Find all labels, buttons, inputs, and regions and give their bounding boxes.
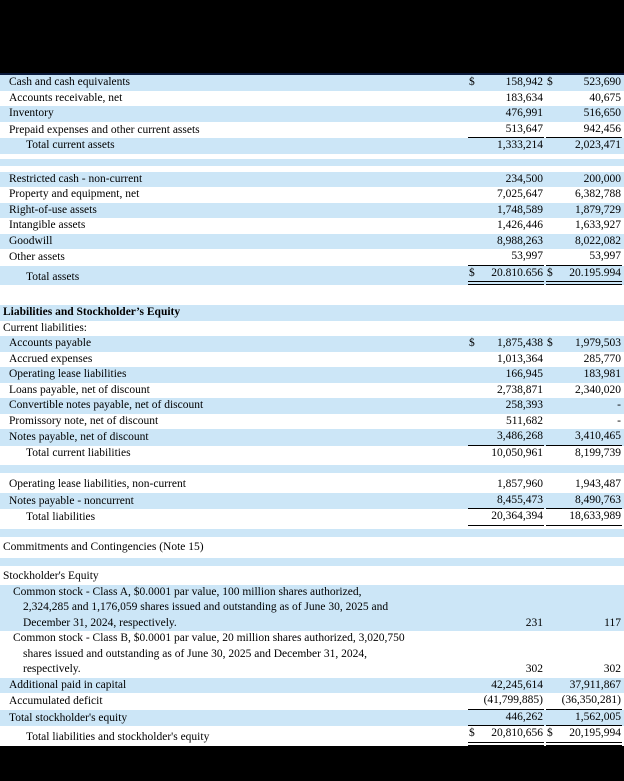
value-cell-col1 <box>468 693 544 710</box>
value-text: 476,991 <box>505 107 543 119</box>
table-row <box>0 414 624 430</box>
value-text: 40,675 <box>589 91 621 104</box>
value-text: 1,879,729 <box>575 203 621 216</box>
table-row <box>0 75 624 91</box>
row-label: Other assets <box>9 251 65 263</box>
value-cell-col1 <box>468 398 544 414</box>
value-cell-col2 <box>546 398 622 414</box>
value-text: 117 <box>604 616 621 629</box>
value-text: 2,738,871 <box>497 383 543 396</box>
value-text: 8,490,763 <box>575 493 621 506</box>
balance-sheet-table <box>0 73 624 746</box>
value-text: 523,690 <box>583 76 621 88</box>
row-label: Inventory <box>9 107 54 119</box>
table-row <box>0 234 624 250</box>
value-cell-col1 <box>468 678 544 694</box>
value-text: 8,455,473 <box>497 493 543 506</box>
value-cell-col2 <box>546 91 622 107</box>
row-label: Accounts payable <box>9 337 92 349</box>
value-cell-col2 <box>546 693 622 710</box>
value-cell-col2 <box>546 106 622 122</box>
value-text: 166,945 <box>505 368 543 380</box>
value-cell-col2 <box>546 122 622 139</box>
row-label: Property and equipment, net <box>9 188 140 200</box>
dollar-sign: $ <box>547 76 553 88</box>
row-label: Cash and cash equivalents <box>9 76 131 88</box>
value-text: 511,682 <box>506 414 543 427</box>
row-label: Commitments and Contingencies (Note 15) <box>3 540 204 553</box>
value-text: 302 <box>603 663 621 675</box>
table-row <box>0 249 624 266</box>
value-cell-col1 <box>468 122 544 139</box>
row-label: Notes payable - noncurrent <box>9 494 134 507</box>
value-text: 258,393 <box>505 399 543 411</box>
table-row <box>0 509 624 526</box>
value-text: 7,025,647 <box>497 188 543 200</box>
row-label: Total current liabilities <box>26 446 131 459</box>
value-cell-col2 <box>546 336 622 352</box>
value-cell-col1 <box>468 414 544 430</box>
value-text: 6,382,788 <box>575 188 621 200</box>
row-label: Current liabilities: <box>3 321 87 334</box>
value-text: 1,979,503 <box>575 337 621 349</box>
value-cell-col1 <box>468 429 544 446</box>
value-text: 20.810.656 <box>491 266 543 279</box>
table-row <box>0 172 624 188</box>
table-row <box>0 138 624 154</box>
value-text: 3,486,268 <box>497 430 543 442</box>
dollar-sign: $ <box>469 266 475 279</box>
spacer-row <box>0 558 624 566</box>
table-row <box>0 569 624 585</box>
value-cell-col1 <box>468 234 544 250</box>
value-text: 1,633,927 <box>575 219 621 231</box>
value-cell-col1 <box>468 352 544 368</box>
row-label: Intangible assets <box>9 219 86 231</box>
value-cell-col2 <box>546 266 622 286</box>
row-label <box>0 631 466 678</box>
row-label: Total current assets <box>26 139 115 151</box>
table-row <box>0 218 624 234</box>
value-cell-col2 <box>546 662 622 678</box>
value-cell-col2 <box>546 352 622 368</box>
value-cell-col1 <box>468 172 544 188</box>
dollar-sign: $ <box>547 266 553 279</box>
value-text: 1,562,005 <box>575 710 621 723</box>
table-row <box>0 446 624 462</box>
table-row <box>0 266 624 286</box>
spacer-row <box>0 159 624 166</box>
value-text: 1,013,364 <box>497 352 543 365</box>
value-text: 20,195,994 <box>569 727 621 739</box>
value-text: 200,000 <box>583 172 621 185</box>
value-cell-col2 <box>546 75 622 91</box>
value-text: 1,748,589 <box>497 203 543 216</box>
table-row <box>0 203 624 219</box>
value-text: 20,364,394 <box>491 510 543 522</box>
value-cell-col1 <box>468 710 544 727</box>
table-row <box>0 493 624 510</box>
value-cell-col2 <box>546 218 622 234</box>
value-cell-col1 <box>468 477 544 493</box>
value-cell-col2 <box>546 726 622 746</box>
value-cell-col1 <box>468 493 544 510</box>
row-label-line: December 31, 2024, respectively. <box>23 616 177 629</box>
row-label: Notes payable, net of discount <box>9 431 149 443</box>
table-row <box>0 305 624 321</box>
value-text: 53,997 <box>511 250 543 262</box>
value-cell-col2 <box>546 203 622 219</box>
row-label: Additional paid in capital <box>9 678 127 691</box>
value-text: 8,022,082 <box>575 234 621 247</box>
value-text: 513,647 <box>505 122 543 135</box>
spacer-row <box>0 465 624 473</box>
value-cell-col1 <box>468 203 544 219</box>
dollar-sign: $ <box>547 337 553 349</box>
value-text: 1,943,487 <box>575 478 621 490</box>
table-row <box>0 187 624 203</box>
row-label: Operating lease liabilities, non-current <box>9 478 186 490</box>
value-text: 158,942 <box>505 76 543 88</box>
value-text: (41,799,885) <box>483 694 543 706</box>
value-cell-col1 <box>468 367 544 383</box>
value-text: 53,997 <box>589 250 621 262</box>
value-cell-col2 <box>546 678 622 694</box>
table-row <box>0 367 624 383</box>
value-cell-col1 <box>468 138 544 154</box>
value-text: 8,199,739 <box>575 446 621 459</box>
row-label: Loans payable, net of discount <box>9 383 150 396</box>
bottom-redaction-band <box>0 746 624 781</box>
dollar-sign: $ <box>469 76 475 88</box>
value-text: 446,262 <box>505 710 543 723</box>
value-text: 2,023,471 <box>575 139 621 151</box>
row-label-line: Common stock - Class A, $0.0001 par value, 100 million shares authorized, <box>13 585 362 598</box>
value-cell-col2 <box>546 429 622 446</box>
value-cell-col2 <box>546 710 622 727</box>
row-label: Prepaid expenses and other current assets <box>9 123 200 136</box>
table-row <box>0 710 624 727</box>
value-text: 1,875,438 <box>497 337 543 349</box>
value-text: 1,426,446 <box>497 219 543 231</box>
table-row <box>0 429 624 446</box>
value-cell-col2 <box>546 477 622 493</box>
value-cell-col1 <box>468 91 544 107</box>
row-label-line: 2,324,285 and 1,176,059 shares issued and outstanding as of June 30, 2025 and <box>23 601 389 613</box>
value-text: 231 <box>525 616 543 629</box>
spacer-row <box>0 285 624 305</box>
value-cell-col1 <box>468 266 544 286</box>
table-row <box>0 631 624 678</box>
value-cell-col2 <box>546 138 622 154</box>
row-label <box>0 585 466 632</box>
value-cell-col2 <box>546 446 622 462</box>
value-cell-col1 <box>468 336 544 352</box>
spacer-row <box>0 529 624 537</box>
value-text: (36,350,281) <box>561 694 621 706</box>
value-cell-col1 <box>468 75 544 91</box>
value-text: 183,981 <box>583 368 621 380</box>
value-text: 20,810,656 <box>491 727 543 739</box>
value-cell-col2 <box>546 383 622 399</box>
value-text: 234,500 <box>505 172 543 185</box>
row-label: Goodwill <box>9 234 53 247</box>
value-cell-col2 <box>546 509 622 526</box>
row-label: Accounts receivable, net <box>9 91 123 104</box>
value-cell-col1 <box>468 616 544 632</box>
value-cell-col2 <box>546 493 622 510</box>
table-row <box>0 383 624 399</box>
table-row <box>0 585 624 632</box>
row-label-line: Common stock - Class B, $0.0001 par value, 20 million shares authorized, 3,020,750 <box>13 632 405 644</box>
table-row <box>0 540 624 556</box>
value-cell-col2 <box>546 367 622 383</box>
value-cell-col1 <box>468 509 544 526</box>
value-cell-col1 <box>468 218 544 234</box>
row-label-line: shares issued and outstanding as of June 30, 2025 and December 31, 2024, <box>23 647 367 660</box>
value-text: 37,911,867 <box>569 678 621 691</box>
value-cell-col1 <box>468 446 544 462</box>
value-cell-col2 <box>546 249 622 266</box>
table-row <box>0 693 624 710</box>
row-label: Total stockholder's equity <box>9 711 128 724</box>
value-cell-col2 <box>546 616 622 632</box>
value-cell-col1 <box>468 106 544 122</box>
value-cell-col1 <box>468 383 544 399</box>
dollar-sign: $ <box>469 337 475 349</box>
table-row <box>0 678 624 694</box>
value-text: 302 <box>525 663 543 675</box>
value-cell-col1 <box>468 662 544 678</box>
row-label-line: respectively. <box>23 663 81 675</box>
table-row <box>0 122 624 139</box>
value-cell-col1 <box>468 249 544 266</box>
table-row <box>0 477 624 493</box>
table-row <box>0 91 624 107</box>
table-row <box>0 321 624 337</box>
value-text: 516,650 <box>583 107 621 119</box>
row-label: Total liabilities and stockholder's equity <box>26 731 210 743</box>
table-row <box>0 398 624 414</box>
table-row <box>0 336 624 352</box>
value-cell-col1 <box>468 187 544 203</box>
value-cell-col2 <box>546 187 622 203</box>
table-row <box>0 106 624 122</box>
value-text: - <box>617 399 621 411</box>
row-label: Operating lease liabilities <box>9 368 127 380</box>
value-text: 3,410,465 <box>575 430 621 442</box>
value-cell-col1 <box>468 726 544 746</box>
top-redaction-band <box>0 0 624 73</box>
row-label: Restricted cash - non-current <box>9 172 143 185</box>
row-label: Liabilities and Stockholder’s Equity <box>3 306 181 318</box>
row-label: Total liabilities <box>26 511 96 523</box>
row-label: Accrued expenses <box>9 352 93 365</box>
value-text: 10,050,961 <box>491 446 543 459</box>
table-row <box>0 352 624 368</box>
row-label: Accumulated deficit <box>9 695 103 707</box>
row-label: Total assets <box>26 270 80 283</box>
dollar-sign: $ <box>469 727 475 739</box>
row-label: Stockholder's Equity <box>3 570 99 582</box>
dollar-sign: $ <box>547 727 553 739</box>
row-label: Right-of-use assets <box>9 203 97 216</box>
value-text: 18,633,989 <box>569 510 621 522</box>
row-label: Promissory note, net of discount <box>9 414 159 427</box>
table-row <box>0 726 624 746</box>
value-cell-col2 <box>546 234 622 250</box>
value-cell-col2 <box>546 414 622 430</box>
value-text: 1,333,214 <box>497 139 543 151</box>
value-text: 183,634 <box>505 91 543 104</box>
value-text: 8,988,263 <box>497 234 543 247</box>
value-text: 20.195.994 <box>569 266 621 279</box>
row-label: Convertible notes payable, net of discount <box>9 399 204 411</box>
value-text: 285,770 <box>583 352 621 365</box>
value-cell-col2 <box>546 172 622 188</box>
value-text: 1,857,960 <box>497 478 543 490</box>
value-text: - <box>617 414 621 427</box>
value-text: 2,340,020 <box>575 383 621 396</box>
value-text: 42,245,614 <box>491 678 543 691</box>
value-text: 942,456 <box>583 122 621 135</box>
